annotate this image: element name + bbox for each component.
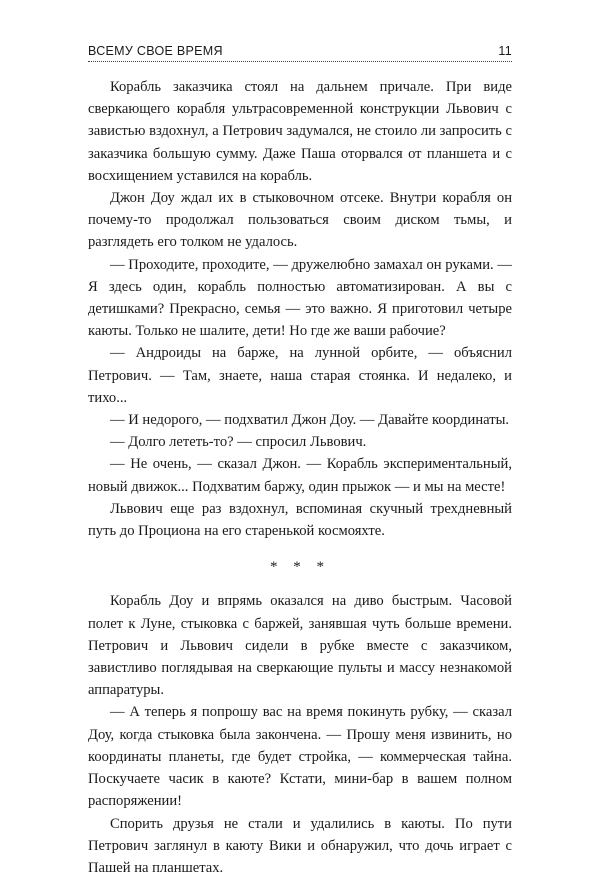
paragraph: — А теперь я попрошу вас на время покинуть рубку, — сказал Доу, когда стыковка была закончена. — Прошу меня извинить, но координаты планеты, где будет стройка, — коммерческая тайна. Поскучаете часик в каюте? Кстати, мини-бар в вашем полном распоряжении! xyxy=(88,701,512,812)
section-separator: * * * xyxy=(88,556,512,578)
paragraph: Львович еще раз вздохнул, вспоминая скучный трехдневный путь до Проциона на его старенькой космояхте. xyxy=(88,498,512,542)
paragraph: — И недорого, — подхватил Джон Доу. — Давайте координаты. xyxy=(88,409,512,431)
paragraph: — Андроиды на барже, на лунной орбите, — объяснил Петрович. — Там, знаете, наша старая стоянка. И недалеко, и тихо... xyxy=(88,342,512,409)
paragraph: Корабль заказчика стоял на дальнем причале. При виде сверкающего корабля ультрасовременной конструкции Львович с завистью вздохнул, а Петрович задумался, не стоило ли запросить с заказчика большую сумму. Даже Паша оторвался от планшета и с восхищением уставился на корабль. xyxy=(88,76,512,187)
page-body xyxy=(88,76,512,879)
paragraph: Спорить друзья не стали и удалились в каюты. По пути Петрович заглянул в каюту Вики и обнаружил, что дочь играет с Пашей на планшетах. xyxy=(88,813,512,879)
running-title: ВСЕМУ СВОЕ ВРЕМЯ xyxy=(88,44,223,58)
paragraph: — Долго лететь-то? — спросил Львович. xyxy=(88,431,512,453)
page-number: 11 xyxy=(498,44,512,58)
paragraph: Корабль Доу и впрямь оказался на диво быстрым. Часовой полет к Луне, стыковка с баржей, занявшая чуть больше времени. Петрович и Львович сидели в рубке вместе с заказчиком, завистливо поглядывая на сверкающие пульты и массу незнакомой аппаратуры. xyxy=(88,590,512,701)
paragraph: Джон Доу ждал их в стыковочном отсеке. Внутри корабля он почему-то продолжал пользоваться своим диском тьмы, и разглядеть его толком не удалось. xyxy=(88,187,512,254)
paragraph: — Проходите, проходите, — дружелюбно замахал он руками. — Я здесь один, корабль полностью автоматизирован. А вы с детишками? Прекрасно, семья — это важно. Я приготовил четыре каюты. Только не шалите, дети! Но где же ваши рабочие? xyxy=(88,254,512,343)
paragraph: — Не очень, — сказал Джон. — Корабль экспериментальный, новый движок... Подхватим баржу, один прыжок — и мы на месте! xyxy=(88,453,512,497)
page-header xyxy=(88,44,512,62)
book-page xyxy=(88,44,512,879)
